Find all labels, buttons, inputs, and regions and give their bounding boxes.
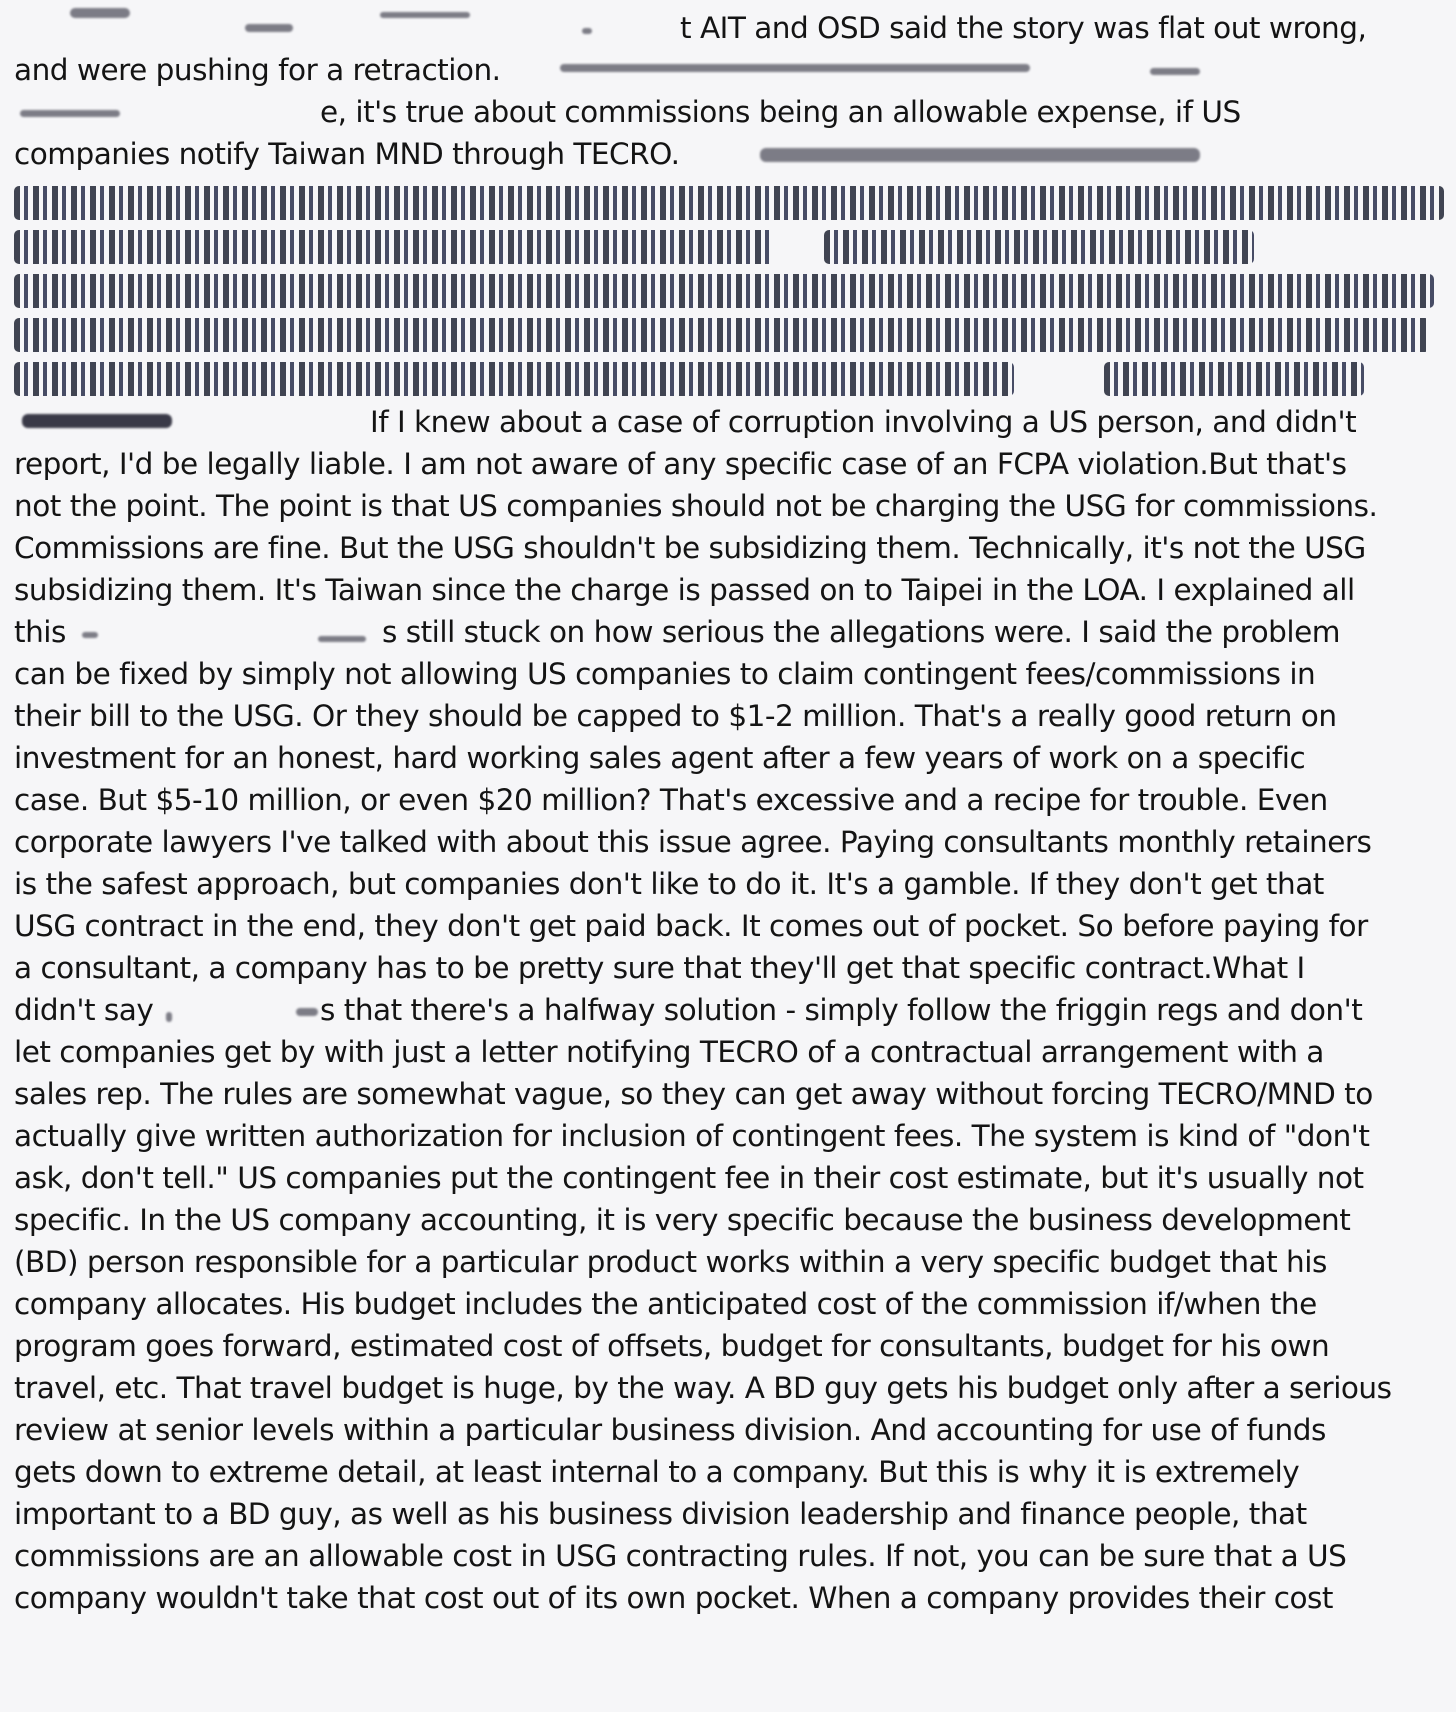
redaction-mark — [296, 1008, 318, 1016]
text-line-31: important to a BD guy, as well as his business division leadership and finance people, that — [14, 1497, 1307, 1531]
text-line-1: t AIT and OSD said the story was flat out wrong, — [680, 11, 1367, 45]
redaction-mark — [22, 414, 172, 428]
text-line-30: gets down to extreme detail, at least internal to a company. But this is why it is extremely — [14, 1455, 1300, 1489]
text-line-32: commissions are an allowable cost in USG contracting rules. If not, you can be sure that a US — [14, 1539, 1347, 1573]
text-line-11: can be fixed by simply not allowing US companies to claim contingent fees/commissions in — [14, 657, 1316, 691]
text-line-13: investment for an honest, hard working sales agent after a few years of work on a specific — [14, 741, 1306, 775]
text-line-25: (BD) person responsible for a particular product works within a very specific budget that his — [14, 1245, 1327, 1279]
text-line-17: USG contract in the end, they don't get paid back. It comes out of pocket. So before paying for — [14, 909, 1368, 943]
text-line-8: Commissions are fine. But the USG shouldn't be subsidizing them. Technically, it's not the USG — [14, 531, 1366, 565]
redacted-row-4 — [14, 318, 1444, 352]
redacted-row-3 — [14, 274, 1444, 308]
text-line-5: If I knew about a case of corruption involving a US person, and didn't — [370, 405, 1357, 439]
redacted-row-1 — [14, 186, 1444, 220]
redaction-mark — [582, 28, 592, 34]
text-line-9: subsidizing them. It's Taiwan since the charge is passed on to Taipei in the LOA. I explained all — [14, 573, 1355, 607]
text-line-6: report, I'd be legally liable. I am not aware of any specific case of an FCPA violation.But that's — [14, 447, 1347, 481]
text-line-23: ask, don't tell." US companies put the contingent fee in their cost estimate, but it's usually not — [14, 1161, 1364, 1195]
text-line-22: actually give written authorization for inclusion of contingent fees. The system is kind of "don't — [14, 1119, 1370, 1153]
redacted-row-5 — [14, 362, 1444, 396]
text-line-24: specific. In the US company accounting, it is very specific because the business development — [14, 1203, 1351, 1237]
redaction-mark — [1150, 68, 1200, 75]
redaction-mark — [70, 8, 130, 18]
redaction-mark — [20, 110, 120, 117]
redaction-mark — [318, 636, 366, 642]
redaction-mark — [166, 1012, 172, 1022]
text-line-7: not the point. The point is that US companies should not be charging the USG for commissions. — [14, 489, 1378, 523]
text-line-19b: s that there's a halfway solution - simply follow the friggin regs and don't — [320, 993, 1363, 1027]
text-line-26: company allocates. His budget includes the anticipated cost of the commission if/when the — [14, 1287, 1317, 1321]
text-line-15: corporate lawyers I've talked with about this issue agree. Paying consultants monthly retainers — [14, 825, 1372, 859]
text-line-10b: s still stuck on how serious the allegations were. I said the problem — [382, 615, 1340, 649]
text-line-19a: didn't say — [14, 993, 154, 1027]
redaction-mark — [760, 148, 1200, 162]
text-line-14: case. But $5-10 million, or even $20 million? That's excessive and a recipe for trouble. Even — [14, 783, 1328, 817]
text-line-28: travel, etc. That travel budget is huge, by the way. A BD guy gets his budget only after a serious — [14, 1371, 1392, 1405]
text-line-21: sales rep. The rules are somewhat vague, so they can get away without forcing TECRO/MND to — [14, 1077, 1373, 1111]
text-line-2: and were pushing for a retraction. — [14, 53, 501, 87]
text-line-27: program goes forward, estimated cost of offsets, budget for consultants, budget for his own — [14, 1329, 1330, 1363]
text-line-3: e, it's true about commissions being an allowable expense, if US — [320, 95, 1241, 129]
text-line-33: company wouldn't take that cost out of its own pocket. When a company provides their cost — [14, 1581, 1333, 1615]
redaction-mark — [380, 12, 470, 18]
redaction-mark — [560, 64, 1030, 72]
redaction-mark — [82, 632, 98, 638]
redacted-row-2 — [14, 230, 1434, 264]
text-line-29: review at senior levels within a particular business division. And accounting for use of funds — [14, 1413, 1326, 1447]
text-line-4: companies notify Taiwan MND through TECRO. — [14, 137, 680, 171]
text-line-20: let companies get by with just a letter notifying TECRO of a contractual arrangement with a — [14, 1035, 1324, 1069]
text-line-12: their bill to the USG. Or they should be capped to $1-2 million. That's a really good return on — [14, 699, 1337, 733]
text-line-10a: this — [14, 615, 66, 649]
text-line-16: is the safest approach, but companies don't like to do it. It's a gamble. If they don't get that — [14, 867, 1324, 901]
redaction-mark — [245, 24, 293, 32]
text-line-18: a consultant, a company has to be pretty sure that they'll get that specific contract.What I — [14, 951, 1305, 985]
